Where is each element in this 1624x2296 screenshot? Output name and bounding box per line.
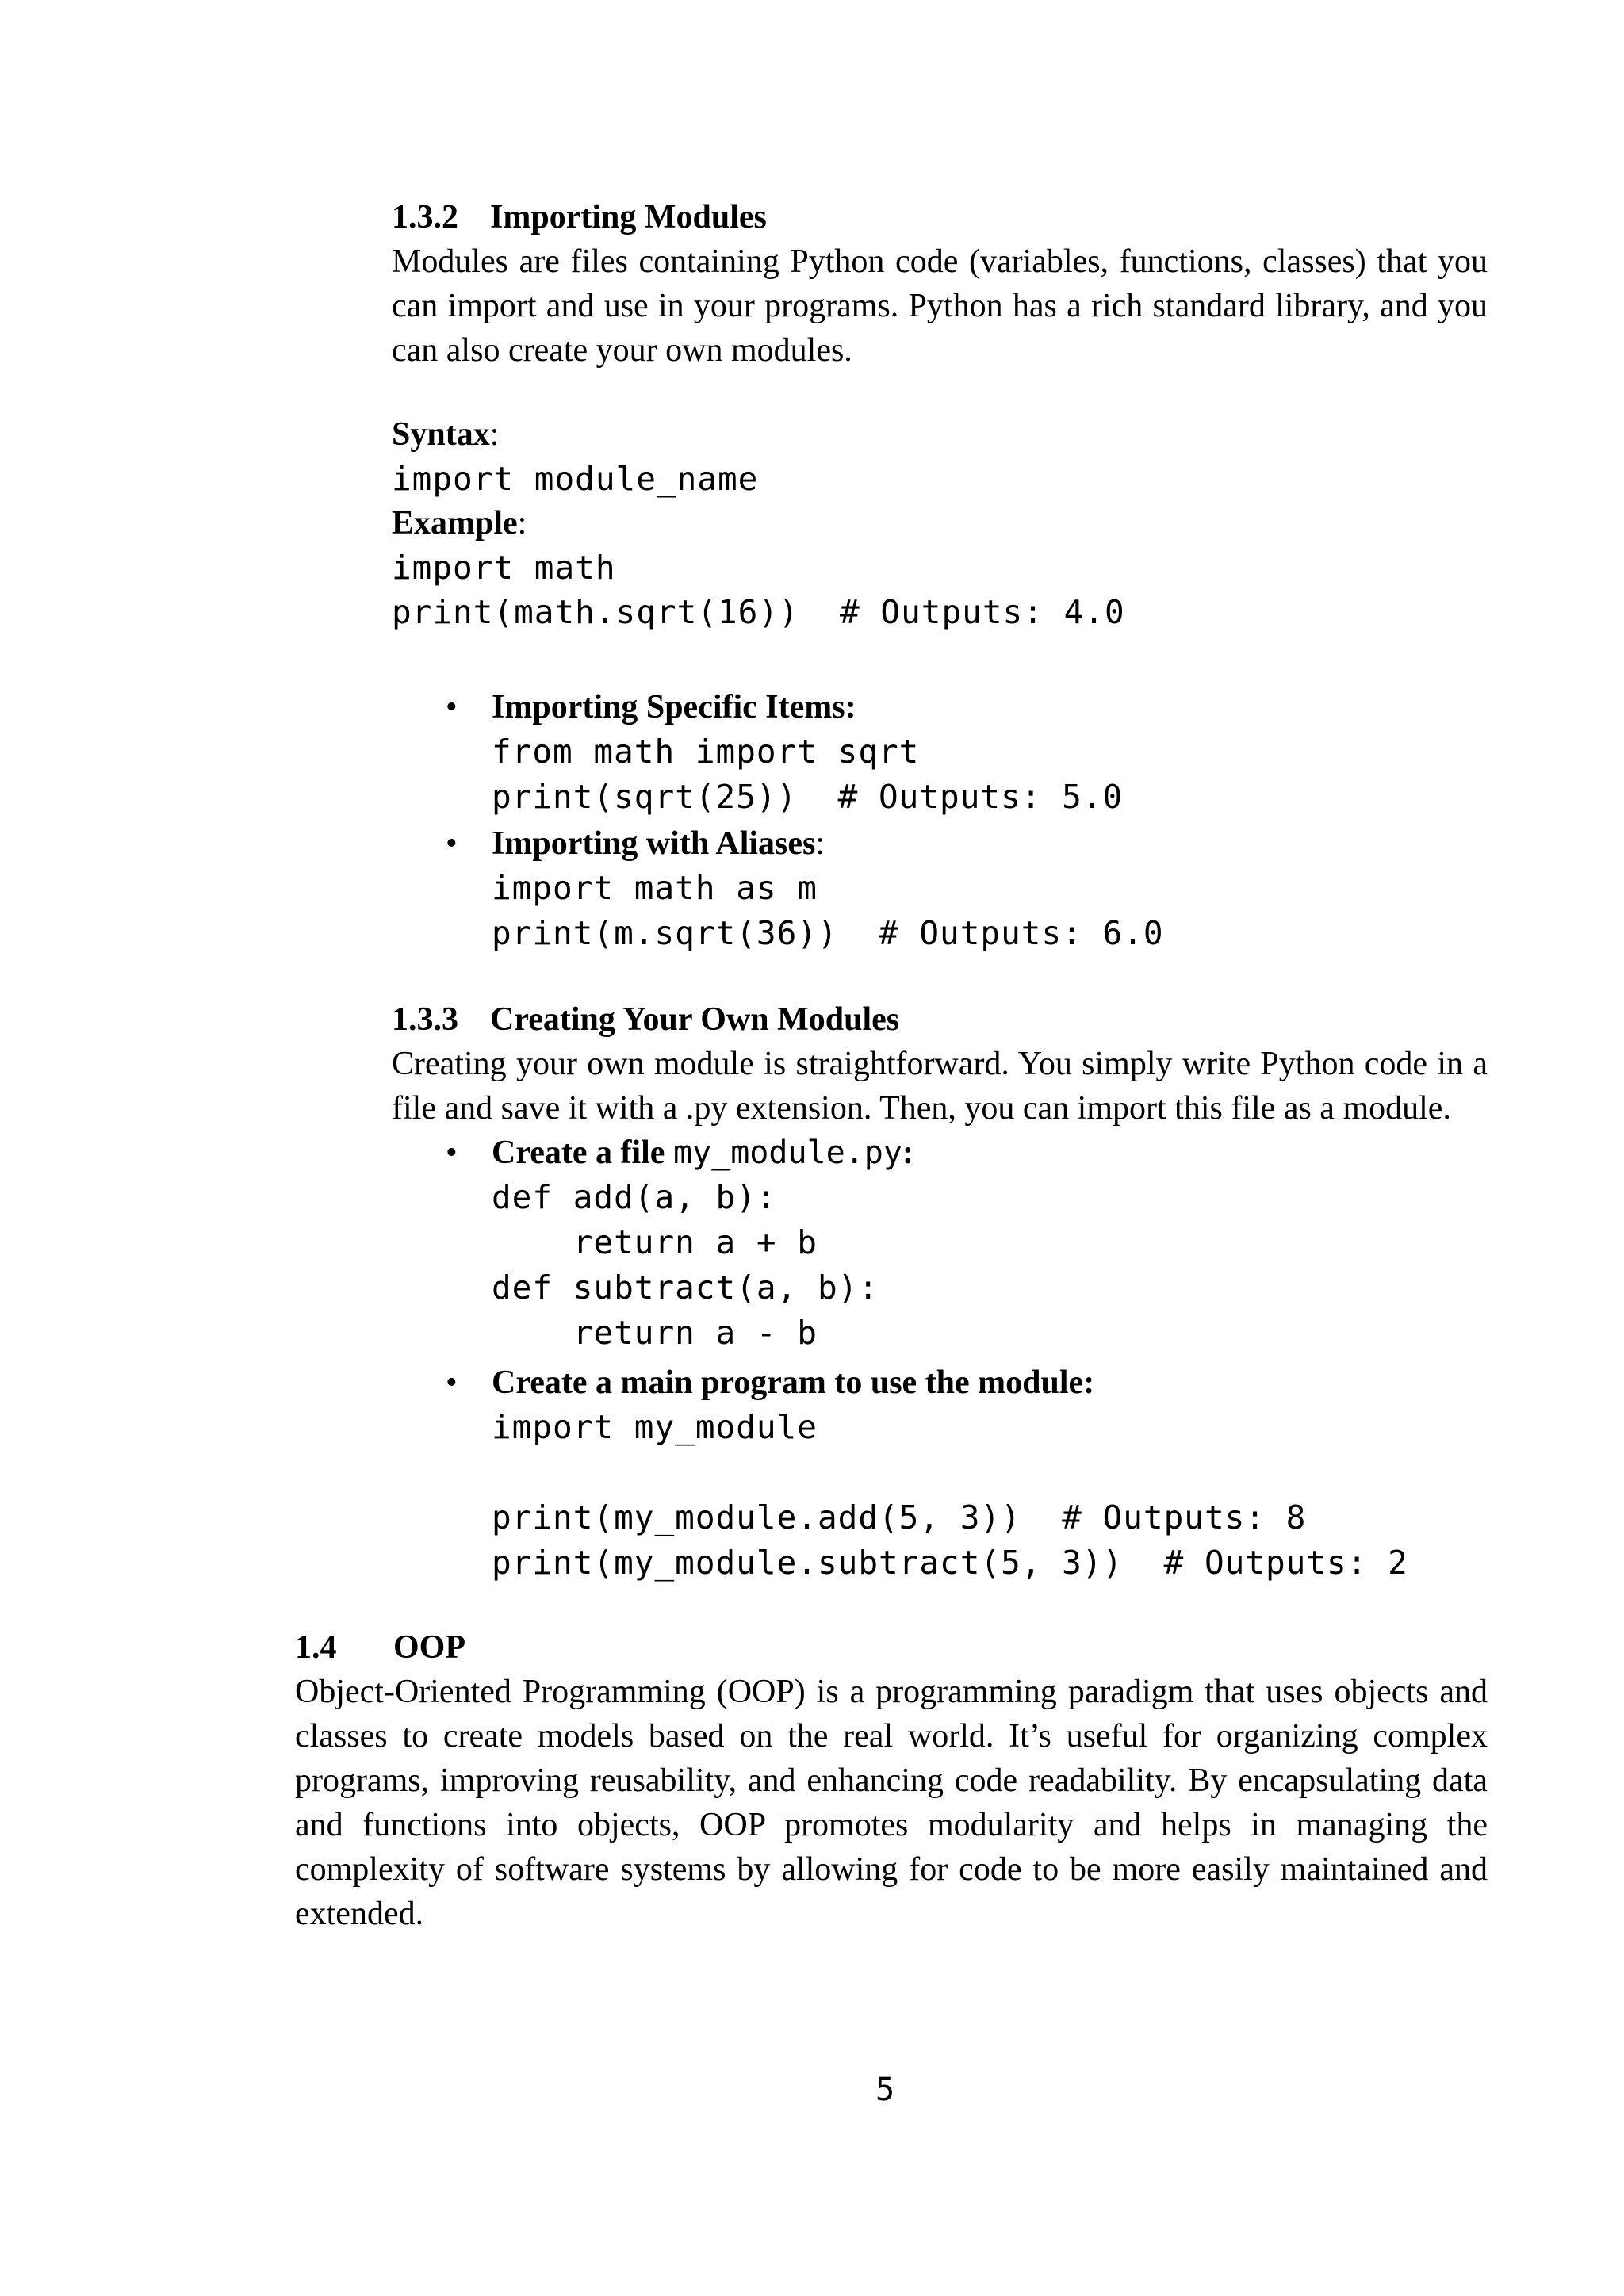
- bullet-title-filename: my_module.py: [672, 1135, 902, 1171]
- example-code-line: print(math.sqrt(16)) # Outputs: 4.0: [392, 593, 1125, 631]
- bullet-code-line: print(m.sqrt(36)) # Outputs: 6.0: [492, 914, 1164, 952]
- bullet-title-main-program: Create a main program to use the module:: [492, 1364, 1095, 1401]
- section-title: Creating Your Own Modules: [490, 1001, 900, 1038]
- bullet-title-specific-items: Importing Specific Items:: [492, 689, 856, 725]
- bullet-icon: •: [446, 1364, 458, 1401]
- bullet-title-aliases: [492, 821, 825, 866]
- example-label: [392, 501, 527, 545]
- bullet-code-line: from math import sqrt: [492, 733, 920, 771]
- bullet-title-aliases-colon: :: [815, 825, 825, 862]
- bullet-title-aliases-text: Importing with Aliases: [492, 825, 816, 862]
- bullet-code-line: def subtract(a, b):: [492, 1269, 879, 1307]
- bullet-code-line: print(my_module.subtract(5, 3)) # Outputs: 2: [492, 1544, 1408, 1582]
- bullet-icon: •: [446, 1135, 458, 1171]
- bullet-code-line: print(my_module.add(5, 3)) # Outputs: 8: [492, 1498, 1307, 1536]
- syntax-label-text: Syntax: [392, 416, 490, 453]
- section-heading-1-4: [295, 1625, 465, 1670]
- syntax-label: [392, 412, 499, 457]
- section-title: OOP: [393, 1629, 465, 1666]
- section-intro-paragraph: Creating your own module is straightforward. You simply write Python code in a file and save it with a .py extension. Then, you can import this file as a module.: [392, 1046, 1488, 1127]
- bullet-icon: •: [446, 689, 458, 725]
- bullet-code-line: import math as m: [492, 869, 818, 907]
- syntax-label-colon: :: [489, 416, 500, 453]
- syntax-code: import module_name: [392, 460, 759, 498]
- bullet-code-line: return a - b: [492, 1314, 818, 1352]
- bullet-code-line: print(sqrt(25)) # Outputs: 5.0: [492, 778, 1124, 816]
- page-number: 5: [875, 2072, 895, 2108]
- section-number: 1.3.3: [392, 1001, 458, 1038]
- bullet-code-line: return a + b: [492, 1223, 818, 1261]
- example-code-line: import math: [392, 549, 616, 587]
- example-label-text: Example: [392, 505, 518, 541]
- section-number: 1.4: [295, 1629, 337, 1666]
- bullet-title-create-file: [492, 1131, 914, 1175]
- example-label-colon: :: [517, 505, 527, 541]
- oop-paragraph: Object-Oriented Programming (OOP) is a programming paradigm that uses objects and classes to create models based on the real world. It’s useful for organizing complex programs, improving reusability, and enhancing code readability. By encapsulating data and functions into objects, OOP promotes modularity and helps in managing the complexity of software systems by allowing for code to be more easily maintained and extended.: [295, 1674, 1488, 1932]
- section-number: 1.3.2: [392, 199, 458, 235]
- section-heading-1-3-2: [392, 195, 767, 239]
- section-heading-1-3-3: [392, 997, 899, 1042]
- section-title: Importing Modules: [490, 199, 767, 235]
- section-intro-paragraph: Modules are files containing Python code (variables, functions, classes) that you can import and use in your programs. Python has a rich standard library, and you can also create your own modules.: [392, 243, 1488, 369]
- bullet-code-line: def add(a, b):: [492, 1178, 777, 1216]
- bullet-icon: •: [446, 825, 458, 862]
- bullet-title-suffix: :: [902, 1135, 914, 1171]
- bullet-code-line: import my_module: [492, 1408, 818, 1446]
- bullet-title-prefix: Create a file: [492, 1135, 673, 1171]
